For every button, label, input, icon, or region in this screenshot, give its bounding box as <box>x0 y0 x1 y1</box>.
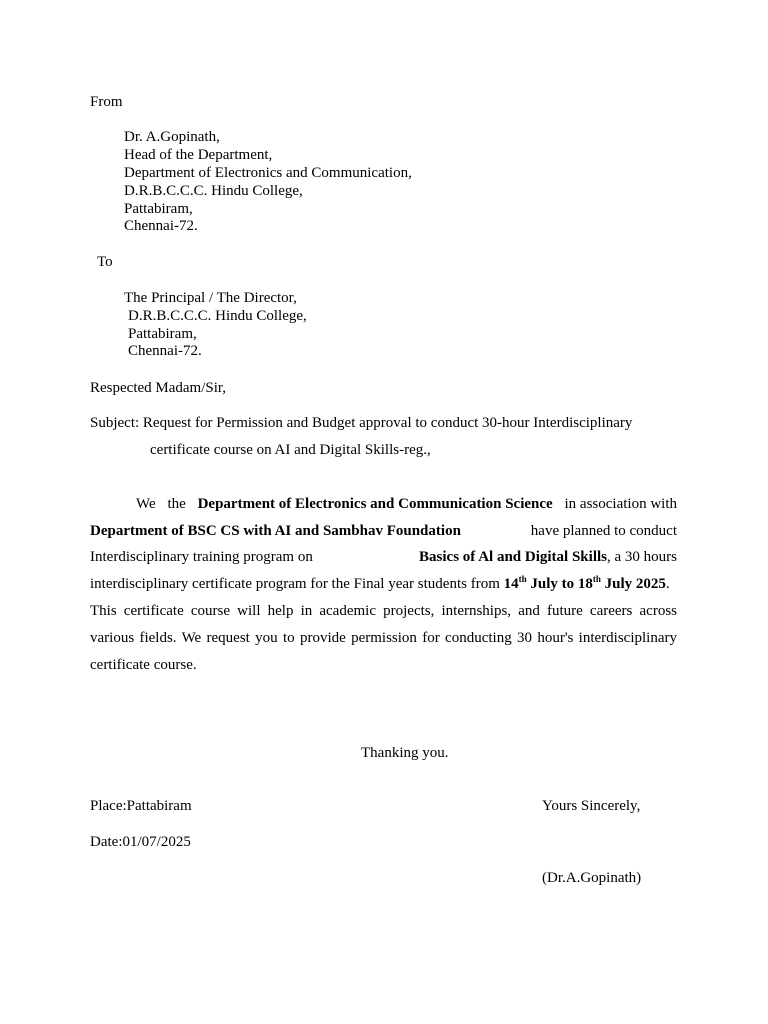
body-emphasis-course: Basics of Al and Digital Skills <box>419 549 607 565</box>
to-city: Chennai-72. <box>128 343 202 359</box>
body-line-5: This certificate course will help in academic projects, internships, and future careers across <box>90 603 677 619</box>
body-line-7: certificate course. <box>90 657 197 673</box>
from-department: Department of Electronics and Communication, <box>124 165 412 181</box>
body-date-start: 14th July to 18th July 2025 <box>503 574 666 592</box>
signatory-name: (Dr.A.Gopinath) <box>542 870 642 886</box>
body-text: . <box>665 576 670 592</box>
body-text: interdisciplinary certificate program for the Final year students from <box>90 576 504 592</box>
to-college: D.R.B.C.C.C. Hindu College, <box>128 308 307 324</box>
body-line-4 <box>90 574 670 594</box>
body-text: in association with <box>564 496 677 512</box>
from-label: From <box>90 94 123 110</box>
body-line-2 <box>90 521 677 541</box>
body-word: We <box>136 496 156 512</box>
from-name: Dr. A.Gopinath, <box>124 129 220 145</box>
body-text: , a 30 hours <box>607 549 677 565</box>
body-line-3 <box>90 547 677 567</box>
body-text: have planned to conduct <box>530 523 677 539</box>
body-line-6: various fields. We request you to provide permission for conducting 30 hour's interdisciplinary <box>90 630 677 646</box>
from-city: Chennai-72. <box>124 218 198 234</box>
subject-line-1: Subject: Request for Permission and Budget approval to conduct 30-hour Interdisciplinary <box>90 415 633 431</box>
body-text: Interdisciplinary training program on <box>90 549 313 565</box>
body-emphasis-department: Department of Electronics and Communication Science <box>197 496 553 512</box>
body-line-1 <box>136 494 677 514</box>
salutation: Respected Madam/Sir, <box>90 380 227 396</box>
from-designation: Head of the Department, <box>124 147 273 163</box>
to-locality: Pattabiram, <box>128 326 197 342</box>
to-recipient: The Principal / The Director, <box>124 290 297 306</box>
thanking-line: Thanking you. <box>361 745 449 761</box>
place-line: Place:Pattabiram <box>90 798 192 814</box>
subject-line-2: certificate course on AI and Digital Skills-reg., <box>150 442 431 458</box>
to-label: To <box>97 254 113 270</box>
body-word: the <box>167 496 186 512</box>
from-college: D.R.B.C.C.C. Hindu College, <box>124 183 303 199</box>
date-line: Date:01/07/2025 <box>90 834 191 850</box>
body-emphasis-partners: Department of BSC CS with AI and Sambhav Foundation <box>90 523 461 539</box>
from-locality: Pattabiram, <box>124 201 193 217</box>
yours-sincerely: Yours Sincerely, <box>542 798 641 814</box>
